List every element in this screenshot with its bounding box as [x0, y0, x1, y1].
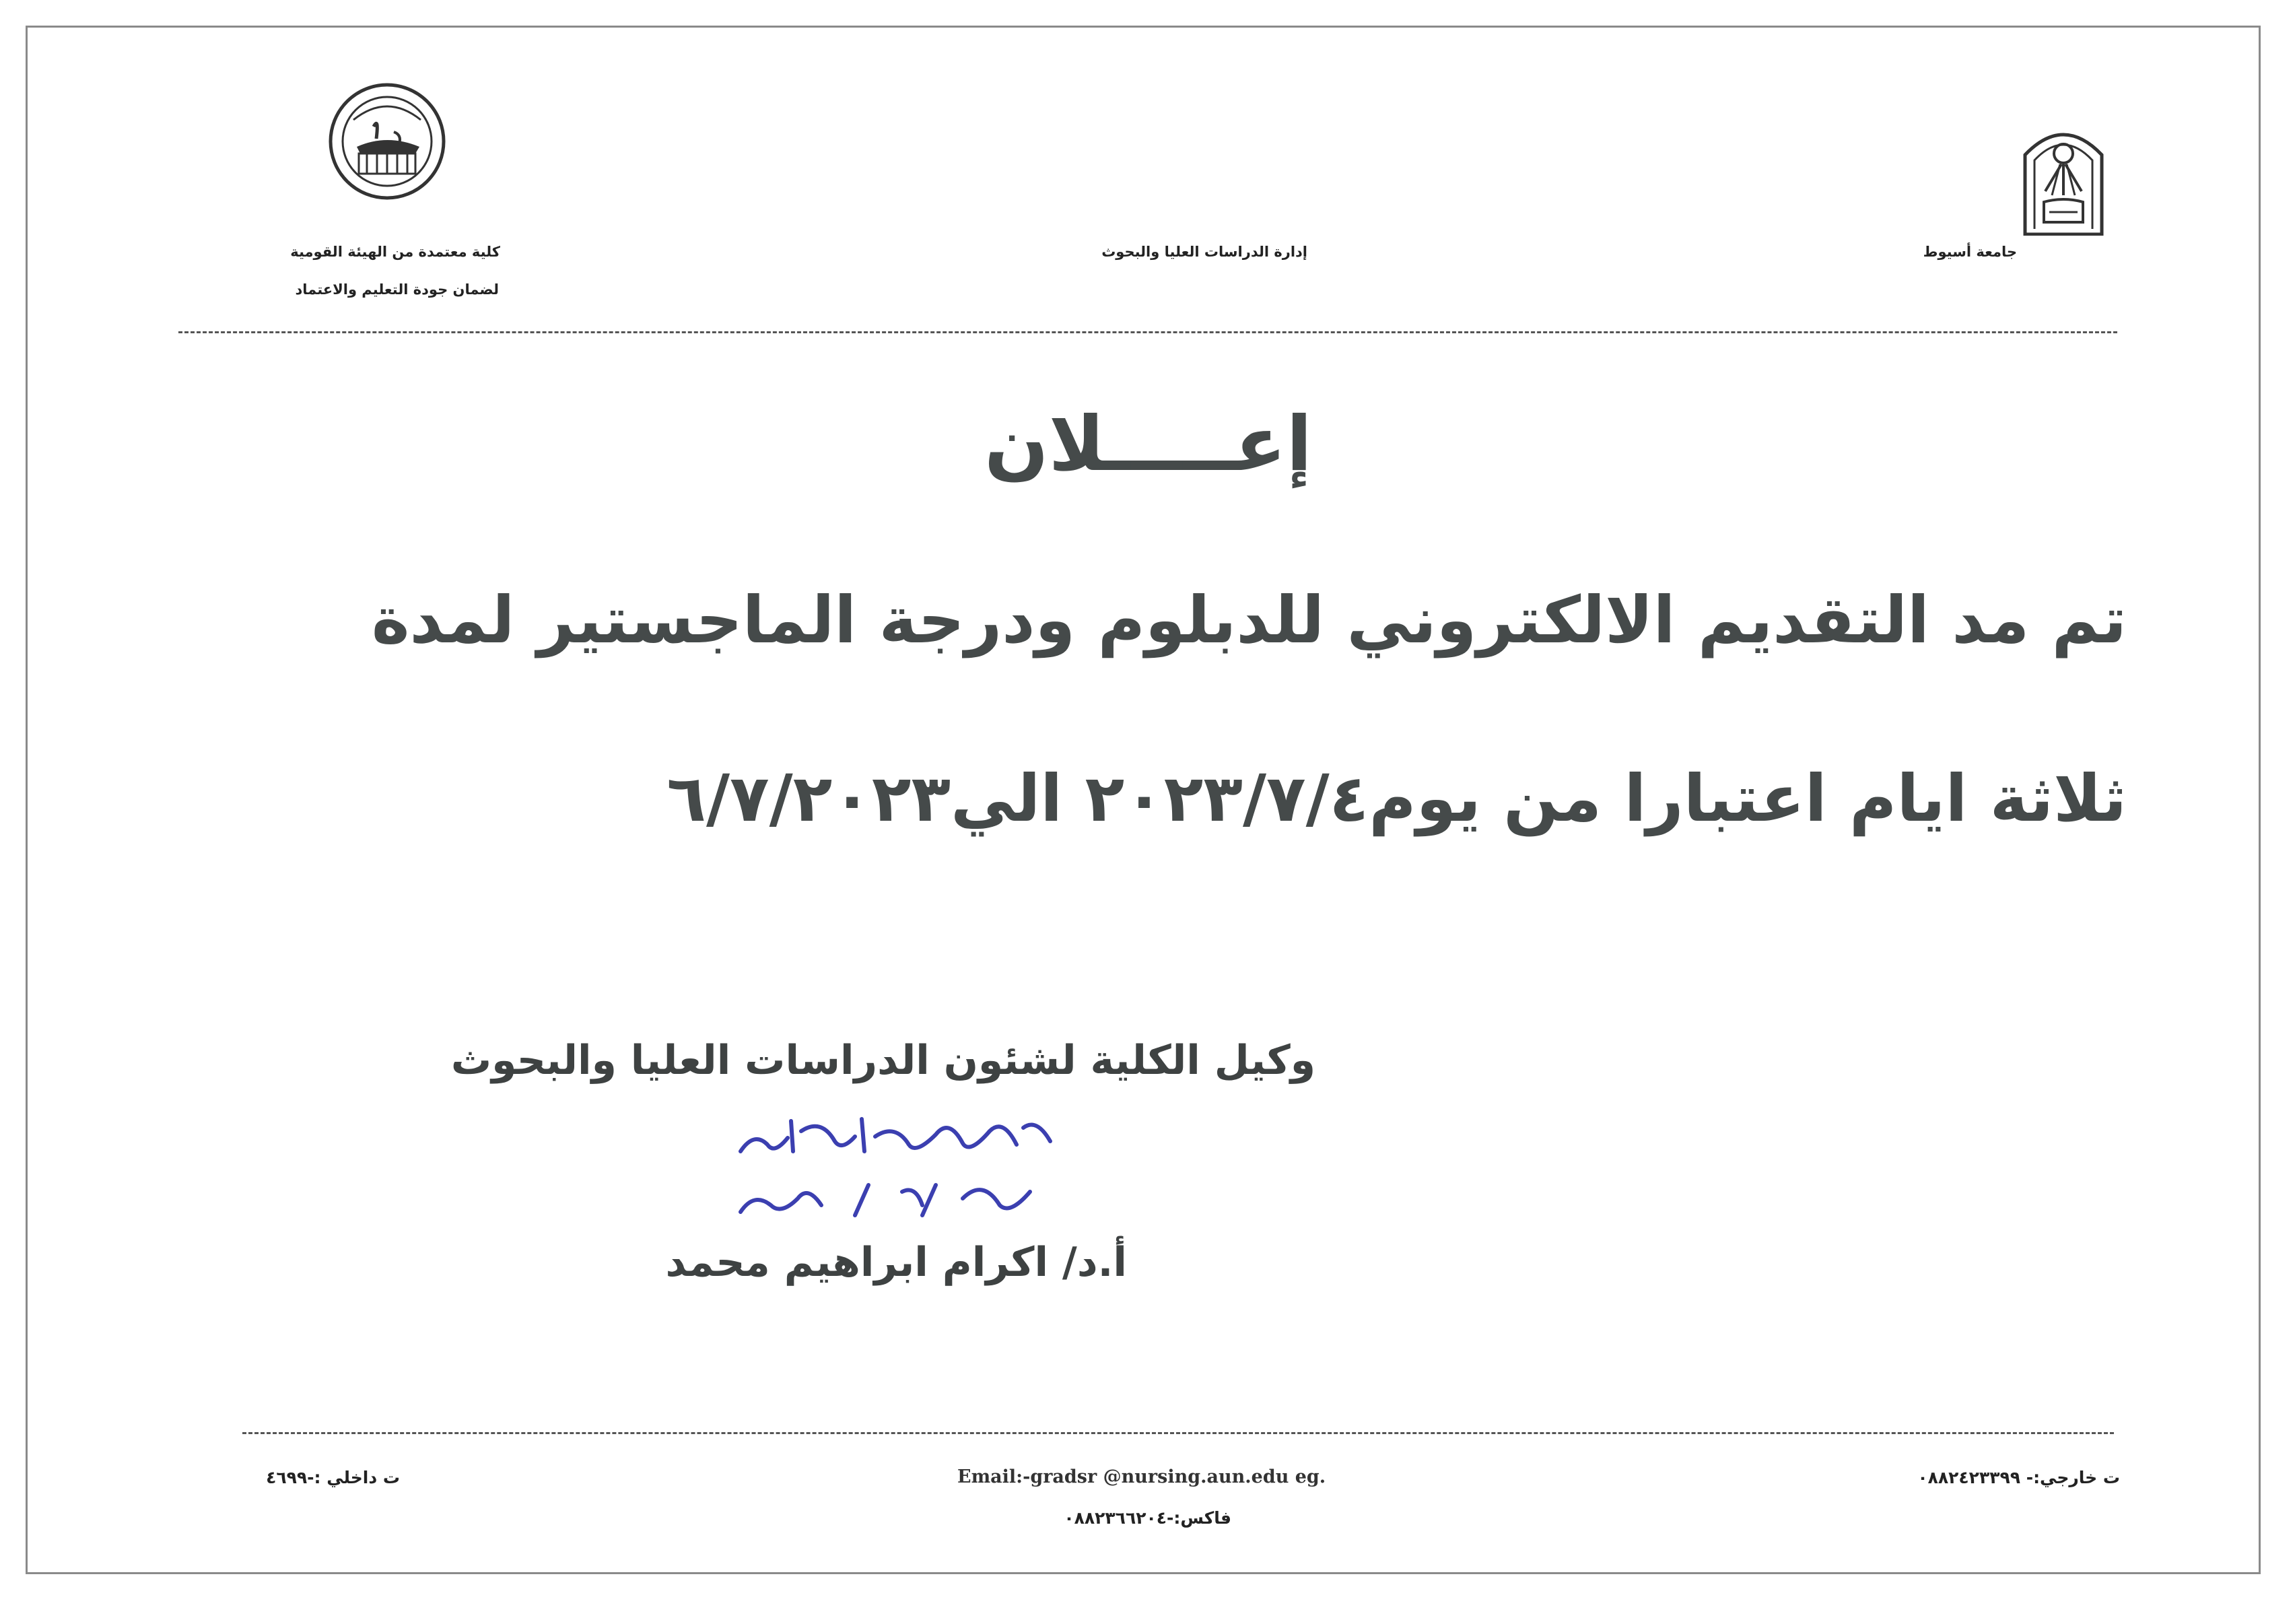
announcement-title: إعـــــلان [984, 401, 1312, 488]
phone-external: ت خارجي:- ٠٨٨٢٤٢٣٣٩٩ [1917, 1468, 2120, 1487]
accreditation-line-1: كلية معتمدة من الهيئة القومية [290, 244, 500, 260]
fax-number: فاكس:-٠٨٨٢٣٦٦٢٠٤ [1064, 1508, 1231, 1528]
department-name: إدارة الدراسات العليا والبحوث [1101, 244, 1307, 260]
accreditation-line-2: لضمان جودة التعليم والاعتماد [295, 281, 499, 298]
signatory-name: أ.د/ اكرام ابراهيم محمد [665, 1239, 1127, 1286]
announcement-line-2: ثلاثة ايام اعتبارا من يوم٢٠٢٣/٧/٤ الي٦/٧/٢٠٢٣ [666, 761, 2127, 836]
signatory-role: وكيل الكلية لشئون الدراسات العليا والبحوث [450, 1037, 1315, 1084]
university-name: جامعة أسيوط [1923, 244, 2017, 260]
footer-divider [242, 1432, 2114, 1434]
contact-email[interactable]: Email:-gradsr @nursing.aun.edu eg. [957, 1466, 1326, 1487]
announcement-line-1: تم مد التقديم الالكتروني للدبلوم ودرجة الماجستير لمدة [371, 582, 2127, 658]
phone-internal: ت داخلي :-٤٦٩٩ [266, 1468, 400, 1487]
assiut-university-logo-icon [2020, 121, 2107, 236]
faculty-of-nursing-seal-icon [327, 79, 448, 204]
handwritten-signature [734, 1104, 1084, 1228]
header-divider [178, 331, 2117, 333]
